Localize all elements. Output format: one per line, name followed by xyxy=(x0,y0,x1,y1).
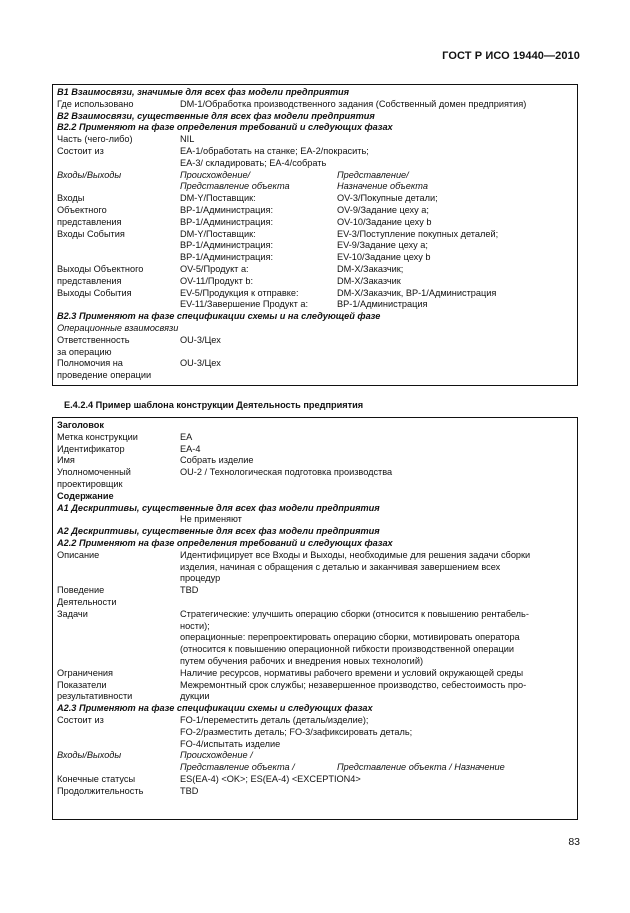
op-rel-label: Операционные взаимосвязи xyxy=(57,322,179,333)
auth-label-1: Полномочия на xyxy=(57,358,123,369)
in-obj-row-3 xyxy=(57,217,573,229)
in-obj-source-1: DM-Y/Поставщик: xyxy=(180,193,256,204)
consists2-row-2 xyxy=(57,727,573,739)
tasks-value-4: (относится к повышению операционной гибкости производственной операции xyxy=(180,644,515,655)
consists-value-1: EA-1/обработать на станке; EA-2/покрасить; xyxy=(180,145,369,156)
empty-cell xyxy=(57,240,180,252)
empty-cell xyxy=(57,632,180,644)
origin-header-1: Происхождение/ xyxy=(180,169,251,180)
name-value: Собрать изделие xyxy=(180,455,254,466)
b1-title: B1 Взаимосвязи, значимые для всех фаз модели предприятия xyxy=(57,87,350,97)
id-row xyxy=(57,444,573,456)
tasks-row-3 xyxy=(57,632,573,644)
auth-row-1 xyxy=(57,358,573,370)
b22-title: B2.2 Применяют на фазе определения требований и следующих фазах xyxy=(57,122,393,133)
perf-value-1: Межремонтный срок службы; незавершенное производство, себестоимость про- xyxy=(180,679,527,690)
consists2-value-2: FO-2/разместить деталь; FO-3/зафиксировать деталь; xyxy=(180,726,413,737)
consists2-value-3: FO-4/испытать изделие xyxy=(180,738,281,749)
empty-cell xyxy=(57,562,180,574)
empty-cell xyxy=(57,252,180,264)
part-of-value: NIL xyxy=(180,134,195,145)
a22-title: A2.2 Применяют на фазе определения требований и следующих фазах xyxy=(57,537,393,548)
auth-value: OU-3/Цех xyxy=(180,358,221,369)
empty-cell xyxy=(57,727,180,739)
op-rel-row xyxy=(57,323,573,335)
where-used-label: Где использовано xyxy=(57,98,134,109)
out-ev-row-1 xyxy=(57,288,573,300)
perf-row-2 xyxy=(57,691,573,703)
io-label: Входы/Выходы xyxy=(57,169,122,180)
tasks-value-5: путем обучения рабочих и внедрения новых технологий) xyxy=(180,655,424,666)
not-applied-row xyxy=(57,514,573,526)
consists2-label: Состоит из xyxy=(57,714,104,725)
io2-value-1: Происхождение / xyxy=(180,750,253,761)
page-number: 83 xyxy=(568,836,580,848)
out-obj-row-1 xyxy=(57,264,573,276)
b2-title: B2 Взаимосвязи, существенные для всех фаз модели предприятия xyxy=(57,110,375,121)
dest-header-2: Назначение объекта xyxy=(337,181,428,192)
in-obj-target-1: OV-3/Покупные детали; xyxy=(337,193,438,204)
duration-row xyxy=(57,786,573,798)
in-ev-target-1: EV-3/Поступление покупных деталей; xyxy=(337,228,499,239)
tasks-row-4 xyxy=(57,644,573,656)
standard-header: ГОСТ Р ИСО 19440—2010 xyxy=(442,50,580,62)
origin-header-2: Представление объекта xyxy=(180,181,290,192)
out-ev-target-2: BP-1/Администрация xyxy=(337,299,428,310)
consists2-row-3 xyxy=(57,739,573,751)
heading-row xyxy=(57,420,573,432)
empty-cell xyxy=(57,656,180,668)
tasks-row-5 xyxy=(57,656,573,668)
resp-row-2 xyxy=(57,347,573,359)
empty-cell xyxy=(57,299,180,311)
consists-row-2 xyxy=(57,158,573,170)
in-ev-row-3 xyxy=(57,252,573,264)
constraints-value: Наличие ресурсов, нормативы рабочего времени и условий окружающей среды xyxy=(180,667,524,678)
out-ev-target-1: DM-X/Заказчик, BP-1/Администрация xyxy=(337,287,497,298)
in-ev-target-3: EV-10/Задание цеху b xyxy=(337,252,431,263)
consists-label: Состоит из xyxy=(57,145,104,156)
desc-value-3: процедур xyxy=(180,573,221,584)
id-value: EA-4 xyxy=(180,443,201,454)
out-ev-row-2 xyxy=(57,299,573,311)
perf-value-2: дукции xyxy=(180,691,210,702)
out-obj-label-1: Выходы Объектного xyxy=(57,263,144,274)
resp-value: OU-3/Цех xyxy=(180,334,221,345)
consists2-value-1: FO-1/переместить деталь (деталь/изделие); xyxy=(180,714,369,725)
name-row xyxy=(57,455,573,467)
content-row xyxy=(57,491,573,503)
duration-label: Продолжительность xyxy=(57,785,144,796)
construct-label-value: EA xyxy=(180,431,193,442)
b2-title-row xyxy=(57,111,573,123)
a2-title: A2 Дескриптивы, существенные для всех фаз модели предприятия xyxy=(57,526,380,537)
in-obj-label-1: Входы xyxy=(57,193,85,204)
empty-cell xyxy=(57,621,180,633)
behavior-label-1: Поведение xyxy=(57,585,105,596)
empty-cell xyxy=(57,573,180,585)
in-obj-target-3: OV-10/Задание цеху b xyxy=(337,216,432,227)
section-title: E.4.2.4 Пример шаблона конструкции Деятельность предприятия xyxy=(64,400,364,410)
dest-header-1: Представление/ xyxy=(337,169,409,180)
desc-value-2: изделия, начиная с обращения с деталью и заканчивая завершением всех xyxy=(180,561,501,572)
a23-title-row xyxy=(57,703,573,715)
out-obj-source-2: OV-11/Продукт b: xyxy=(180,275,254,286)
behavior-label-2: Деятельности xyxy=(57,596,117,607)
out-obj-source-1: OV-5/Продукт а: xyxy=(180,263,249,274)
behavior-value: TBD xyxy=(180,585,199,596)
empty-cell xyxy=(57,739,180,751)
in-obj-label-2: Объектного xyxy=(57,204,107,215)
in-obj-label-3: представления xyxy=(57,216,122,227)
where-used-row xyxy=(57,99,573,111)
io-header-row xyxy=(57,170,573,182)
tasks-label: Задачи xyxy=(57,608,88,619)
end-status-value: ES(EA-4) <OK>; ES(EA-4) <EXCEPTION4> xyxy=(180,773,361,784)
in-ev-source-2: BP-1/Администрация: xyxy=(180,240,274,251)
in-ev-target-2: EV-9/Задание цеху а; xyxy=(337,240,428,251)
a22-title-row xyxy=(57,538,573,550)
io-header-row-2 xyxy=(57,181,573,193)
empty-cell xyxy=(57,514,180,526)
in-ev-row-1 xyxy=(57,229,573,241)
part-of-label: Часть (чего-либо) xyxy=(57,134,133,145)
duration-value: TBD xyxy=(180,785,199,796)
id-label: Идентификатор xyxy=(57,443,125,454)
in-obj-target-2: OV-9/Задание цеху а; xyxy=(337,204,429,215)
in-obj-row-1 xyxy=(57,193,573,205)
in-obj-row-2 xyxy=(57,205,573,217)
a23-title: A2.3 Применяют на фазе спецификации схемы и следующих фазах xyxy=(57,703,373,714)
designer-label-1: Уполномоченный xyxy=(57,467,131,478)
heading: Заголовок xyxy=(57,420,105,430)
io2-value-2b: Представление объекта / Назначение xyxy=(337,762,505,773)
name-label: Имя xyxy=(57,455,75,466)
tasks-value-3: операционные: перепроектировать операцию сборки, мотивировать оператора xyxy=(180,632,520,643)
in-obj-source-3: BP-1/Администрация: xyxy=(180,216,274,227)
io2-label: Входы/Выходы xyxy=(57,750,122,761)
content-heading: Содержание xyxy=(57,490,114,501)
resp-row-1 xyxy=(57,335,573,347)
behavior-row-1 xyxy=(57,585,573,597)
end-status-row xyxy=(57,774,573,786)
desc-row-2 xyxy=(57,562,573,574)
tasks-value-2: ности); xyxy=(180,620,210,631)
tasks-row-1 xyxy=(57,609,573,621)
relations-block xyxy=(52,84,578,386)
desc-row-1 xyxy=(57,550,573,562)
auth-row-2 xyxy=(57,370,573,382)
consists-value-2: EA-3/ складировать; EA-4/собрать xyxy=(180,157,327,168)
desc-row-3 xyxy=(57,573,573,585)
perf-label-2: результативности xyxy=(57,691,133,702)
in-ev-source-1: DM-Y/Поставщик: xyxy=(180,228,256,239)
constraints-row xyxy=(57,668,573,680)
out-ev-source-2: EV-11/Завершение Продукт а: xyxy=(180,299,309,310)
in-ev-source-3: BP-1/Администрация: xyxy=(180,252,274,263)
not-applied-value: Не применяют xyxy=(180,514,242,525)
desc-value-1: Идентифицирует все Входы и Выходы, необходимые для решения задачи сборки xyxy=(180,549,531,560)
resp-label-2: за операцию xyxy=(57,346,112,357)
activity-template-block xyxy=(52,417,578,820)
label-row xyxy=(57,432,573,444)
end-status-label: Конечные статусы xyxy=(57,773,136,784)
designer-row-1 xyxy=(57,467,573,479)
perf-label-1: Показатели xyxy=(57,679,107,690)
tasks-row-2 xyxy=(57,621,573,633)
constraints-label: Ограничения xyxy=(57,667,113,678)
out-obj-target-1: DM-X/Заказчик; xyxy=(337,263,404,274)
out-obj-label-2: представления xyxy=(57,275,122,286)
io2-row-1 xyxy=(57,750,573,762)
b22-title-row xyxy=(57,122,573,134)
out-ev-source-1: EV-5/Продукция к отправке: xyxy=(180,287,299,298)
designer-value: OU-2 / Технологическая подготовка производства xyxy=(180,467,393,478)
in-ev-label: Входы События xyxy=(57,228,125,239)
a1-title-row xyxy=(57,503,573,515)
in-obj-source-2: BP-1/Администрация: xyxy=(180,204,274,215)
a2-title-row xyxy=(57,526,573,538)
construct-label-label: Метка конструкции xyxy=(57,431,138,442)
io2-row-2 xyxy=(57,762,573,774)
out-ev-label: Выходы События xyxy=(57,287,132,298)
desc-label: Описание xyxy=(57,549,100,560)
tasks-value-1: Стратегические: улучшить операцию сборки (относится к повышению рентабель- xyxy=(180,608,529,619)
b1-title-row xyxy=(57,87,573,99)
b23-title: B2.3 Применяют на фазе спецификации схемы и на следующей фазе xyxy=(57,311,381,322)
empty-cell xyxy=(57,158,180,170)
a1-title: A1 Дескриптивы, существенные для всех фаз модели предприятия xyxy=(57,502,380,513)
perf-row-1 xyxy=(57,680,573,692)
out-obj-target-2: DM-X/Заказчик xyxy=(337,275,401,286)
empty-cell xyxy=(57,644,180,656)
io2-value-2a: Представление объекта / xyxy=(180,762,295,773)
in-ev-row-2 xyxy=(57,240,573,252)
behavior-row-2 xyxy=(57,597,573,609)
empty-cell xyxy=(57,762,180,774)
where-used-value: DM-1/Обработка производственного задания (Собственный домен предприятия) xyxy=(180,98,527,109)
consists2-row-1 xyxy=(57,715,573,727)
designer-label-2: проектировщик xyxy=(57,478,123,489)
part-of-row xyxy=(57,134,573,146)
resp-label-1: Ответственность xyxy=(57,334,130,345)
b23-title-row xyxy=(57,311,573,323)
out-obj-row-2 xyxy=(57,276,573,288)
auth-label-2: проведение операции xyxy=(57,370,152,381)
empty-cell xyxy=(57,181,180,193)
consists-row xyxy=(57,146,573,158)
designer-row-2 xyxy=(57,479,573,491)
